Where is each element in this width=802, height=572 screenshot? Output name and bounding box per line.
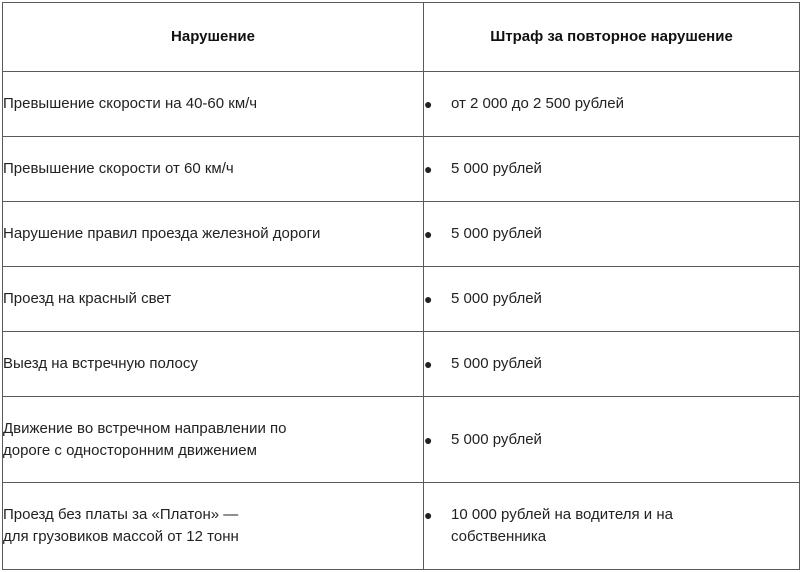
violation-cell: Выезд на встречную полосу <box>3 332 424 397</box>
header-violation: Нарушение <box>3 3 424 72</box>
fine-cell <box>424 332 800 397</box>
fine-text: 5 000 рублей <box>451 160 542 177</box>
violation-cell: Нарушение правил проезда железной дороги <box>3 202 424 267</box>
table-row <box>3 202 800 267</box>
table-row <box>3 137 800 202</box>
fine-cell <box>424 202 800 267</box>
fine-cell <box>424 483 800 570</box>
fine-cell <box>424 137 800 202</box>
table-row <box>3 397 800 483</box>
table-row <box>3 332 800 397</box>
bullet-icon: ● <box>424 96 433 112</box>
fine-text: 5 000 рублей <box>451 430 542 448</box>
header-fine: Штраф за повторное нарушение <box>424 3 800 72</box>
bullet-icon: ● <box>424 507 433 523</box>
fine-cell <box>424 267 800 332</box>
violation-cell: Проезд на красный свет <box>3 267 424 332</box>
violation-cell: Движение во встречном направлении по дороге с односторонним движением <box>3 397 424 483</box>
bullet-icon: ● <box>424 291 433 307</box>
bullet-icon: ● <box>424 161 433 177</box>
fine-text: 5 000 рублей <box>451 290 542 307</box>
bullet-icon: ● <box>424 356 433 372</box>
fine-text: 5 000 рублей <box>451 355 542 372</box>
table-row <box>3 483 800 570</box>
fine-cell <box>424 397 800 483</box>
fines-table <box>2 2 800 570</box>
table-row <box>3 267 800 332</box>
violation-cell: Превышение скорости от 60 км/ч <box>3 137 424 202</box>
violation-cell: Превышение скорости на 40-60 км/ч <box>3 72 424 137</box>
violation-cell: Проезд без платы за «Платон» — для грузовиков массой от 12 тонн <box>3 483 424 570</box>
bullet-icon: ● <box>424 431 433 448</box>
fine-text: от 2 000 до 2 500 рублей <box>451 95 624 112</box>
table-row <box>3 72 800 137</box>
fine-cell <box>424 72 800 137</box>
table-header-row <box>3 3 800 72</box>
bullet-icon: ● <box>424 226 433 242</box>
fine-text: 5 000 рублей <box>451 225 542 242</box>
fine-text: 10 000 рублей на водителя и на собственника <box>451 506 673 545</box>
